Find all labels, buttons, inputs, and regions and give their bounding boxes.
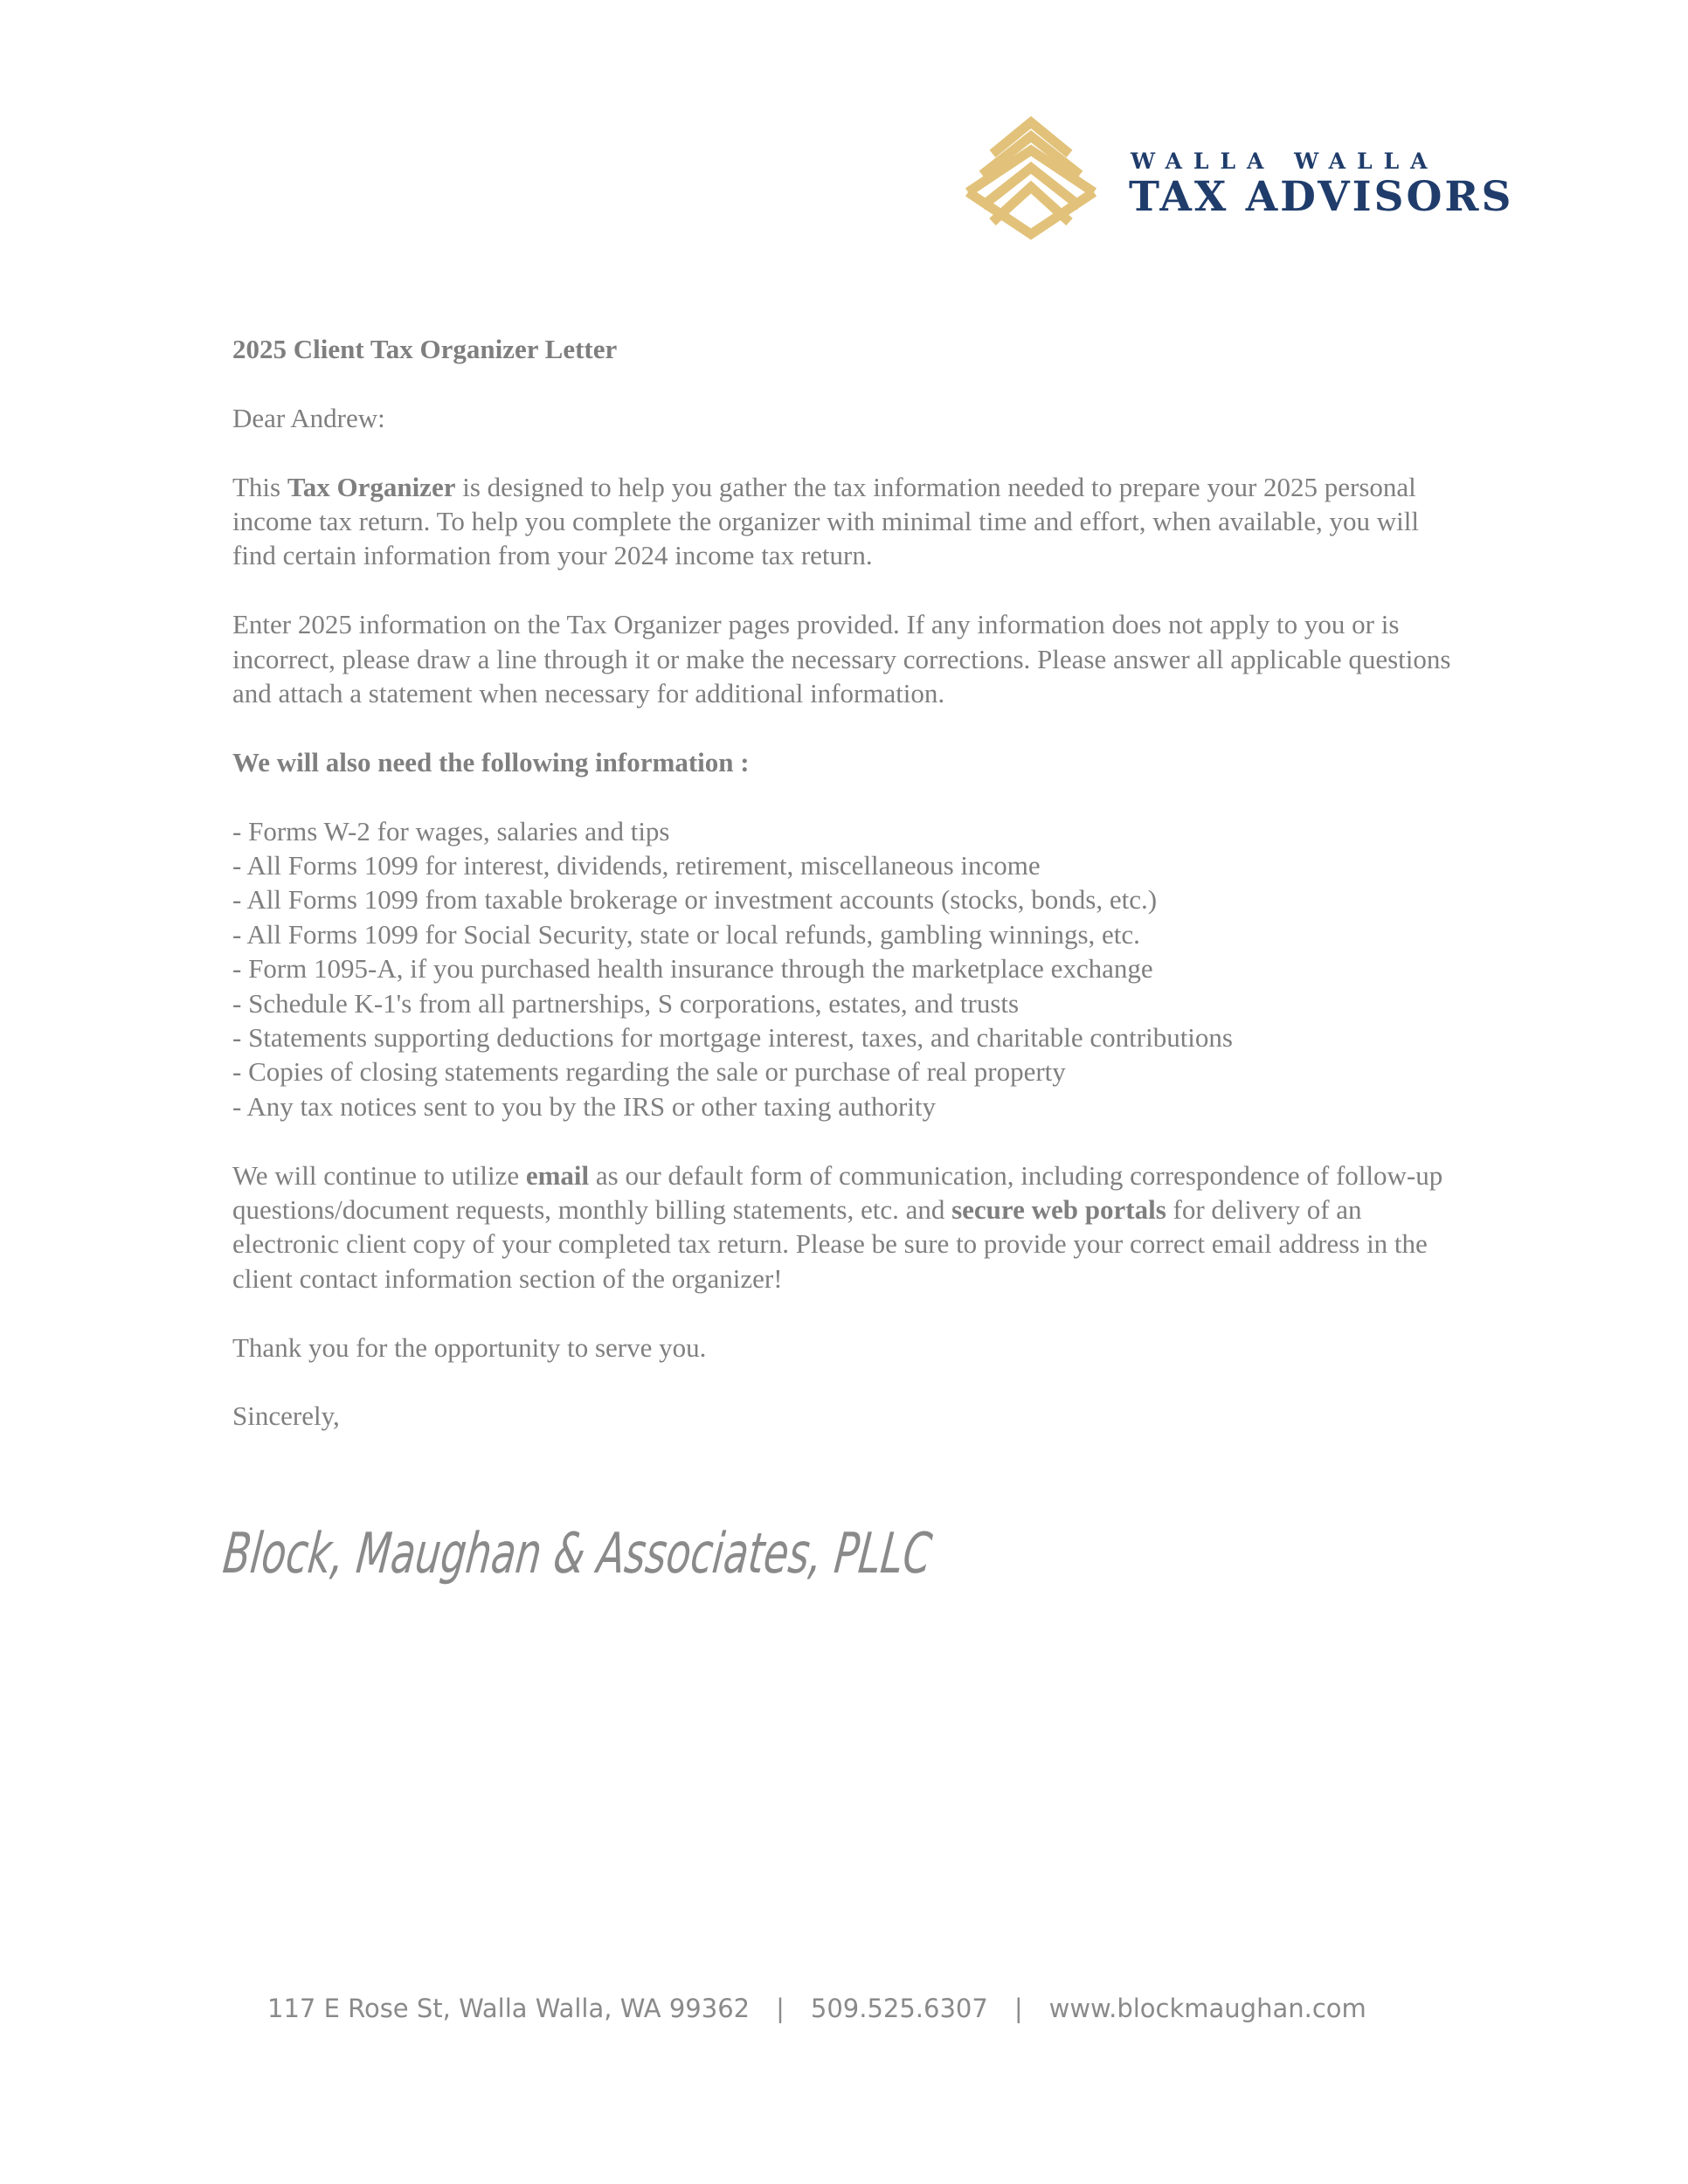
letter-title: 2025 Client Tax Organizer Letter [232,334,618,364]
info-heading: We will also need the following information : [232,746,750,778]
instructions-paragraph: Enter 2025 information on the Tax Organizer pages provided. If any information does not apply to you or is incorrect, please draw a line through it or make the necessary corrections. Please answer all applicable questions and attach a statement when necessary for additional information. [232,609,1451,709]
footer-separator: | [1013,1994,1023,2023]
thank-you-line: Thank you for the opportunity to serve you. [232,1331,707,1363]
closing-line: Sincerely, [232,1400,340,1432]
footer-contact [267,1994,1366,2023]
list-item: - Forms W-2 for wages, salaries and tips [232,815,670,847]
footer-website[interactable]: www.blockmaughan.com [1048,1994,1366,2023]
greeting: Dear Andrew: [232,402,385,433]
chevron-logo-icon [959,117,1103,248]
info-list [232,814,1456,1124]
logo-text-tax-advisors: TAX ADVISORS [1129,173,1514,221]
signature-text: Block, Maughan & Associates, PLLC [219,1521,1219,1586]
list-item: - Any tax notices sent to you by the IRS or other taxing authority [232,1090,937,1122]
list-item: - All Forms 1099 from taxable brokerage or investment accounts (stocks, bonds, etc.) [232,884,1158,916]
signature [219,1503,1219,1599]
company-logo [959,117,1597,248]
intro-paragraph: This Tax Organizer is designed to help you gather the tax information needed to prepare your 2025 personal income tax return. To help you complete the organizer with minimal time and effort, when available, you will find certain information from your 2024 income tax return. [232,471,1420,571]
list-item: - All Forms 1099 for Social Security, state or local refunds, gambling winnings, etc. [232,918,1140,950]
handwritten-signature-icon [219,1503,1219,1599]
communication-paragraph: We will continue to utilize email as our default form of communication, including correspondence of follow-up questions/document requests, monthly billing statements, etc. and secure web portals for delivery of an electronic client copy of your completed tax return. Please be sure to provide your correct email address in the client contact information section of the organizer! [232,1159,1443,1294]
list-item: - Copies of closing statements regarding the sale or purchase of real property [232,1056,1066,1088]
footer-phone[interactable]: 509.525.6307 [810,1994,988,2023]
letter-body [232,332,1456,1468]
list-item: - All Forms 1099 for interest, dividends, retirement, miscellaneous income [232,850,1041,881]
secure-web-portals-term: secure web portals [951,1194,1166,1226]
email-term: email [525,1159,590,1191]
tax-organizer-term: Tax Organizer [287,471,456,502]
footer-address: 117 E Rose St, Walla Walla, WA 99362 [267,1994,751,2023]
list-item: - Schedule K-1's from all partnerships, S corporations, estates, and trusts [232,987,1020,1019]
footer-separator: | [776,1994,785,2023]
list-item: - Form 1095-A, if you purchased health insurance through the marketplace exchange [232,953,1153,985]
list-item: - Statements supporting deductions for mortgage interest, taxes, and charitable contributions [232,1022,1233,1054]
logo-text-walla-walla: WALLA WALLA [1131,149,1439,174]
